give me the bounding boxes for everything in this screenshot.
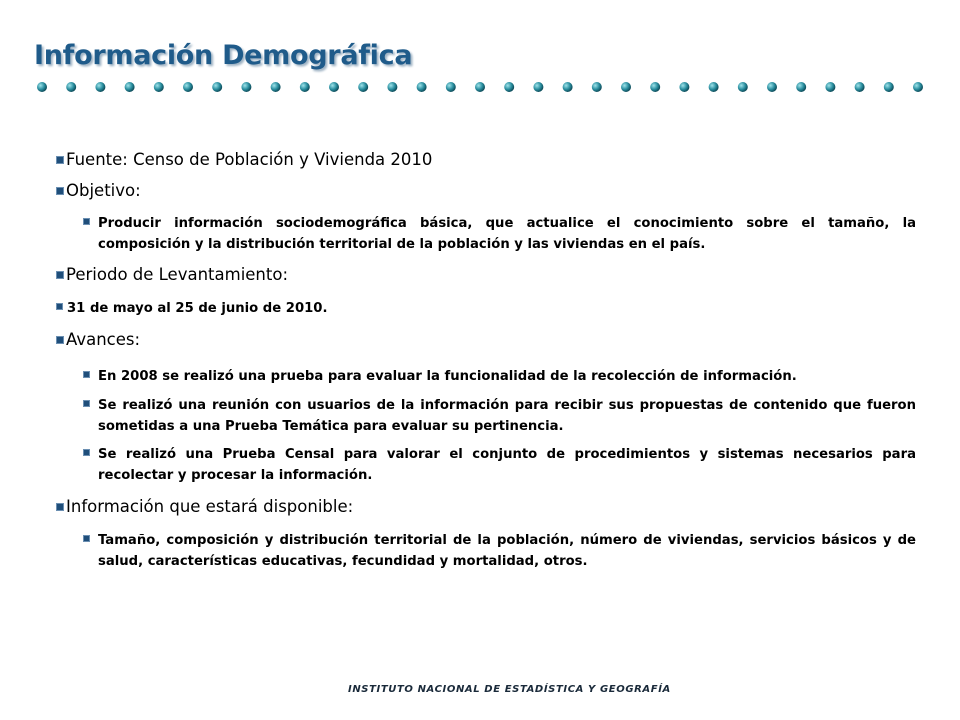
bullet-icon: [83, 400, 90, 407]
footer-institution: INSTITUTO NACIONAL DE ESTADÍSTICA Y GEOGRAFÍA: [348, 684, 671, 695]
bullet-icon: [83, 535, 90, 542]
bullet-icon: [83, 371, 90, 378]
bullet-icon: [56, 271, 64, 279]
item-disponible-text: Información que estará disponible:: [66, 497, 354, 516]
item-periodo-detail: [56, 298, 907, 319]
bullet-icon: [56, 503, 64, 511]
item-avances-text: Avances:: [66, 330, 141, 349]
item-periodo-text: Periodo de Levantamiento:: [66, 265, 289, 284]
bullet-icon: [56, 156, 64, 164]
bullet-icon: [56, 336, 64, 344]
page-title: Información Demográfica: [34, 40, 413, 71]
item-avances-2-text: Se realizó una reunión con usuarios de la información para recibir sus propuestas de contenido que fueron sometidas a una Prueba Temática para evaluar su pertinencia.: [98, 398, 916, 434]
item-periodo: [56, 265, 916, 285]
item-avances-2: [83, 395, 916, 437]
item-fuente: [56, 150, 916, 170]
bullet-icon: [56, 187, 64, 195]
item-avances-1: [83, 366, 916, 387]
item-disponible-detail-text: Tamaño, composición y distribución territorial de la población, número de viviendas, servicios básicos y de salud, características educativas, fecundidad y mortalidad, otros.: [98, 533, 916, 569]
item-avances: [56, 330, 916, 350]
item-fuente-text: Fuente: Censo de Población y Vivienda 2010: [66, 150, 433, 169]
item-objetivo-detail: [83, 213, 916, 255]
item-disponible: [56, 497, 916, 517]
item-avances-3: [83, 444, 916, 486]
item-disponible-detail: [83, 530, 916, 572]
item-objetivo-text: Objetivo:: [66, 181, 141, 200]
bullet-icon: [56, 303, 63, 310]
item-objetivo: [56, 181, 916, 201]
item-avances-1-text: En 2008 se realizó una prueba para evaluar la funcionalidad de la recolección de información.: [98, 369, 797, 384]
item-objetivo-detail-text: Producir información sociodemográfica básica, que actualice el conocimiento sobre el tamaño, la composición y la distribución territorial de la población y las viviendas en el país.: [98, 216, 916, 252]
bullet-icon: [83, 218, 90, 225]
item-avances-3-text: Se realizó una Prueba Censal para valorar el conjunto de procedimientos y sistemas necesarios para recolectar y procesar la información.: [98, 447, 916, 483]
item-periodo-detail-text: 31 de mayo al 25 de junio de 2010.: [67, 301, 328, 316]
bullet-icon: [83, 449, 90, 456]
